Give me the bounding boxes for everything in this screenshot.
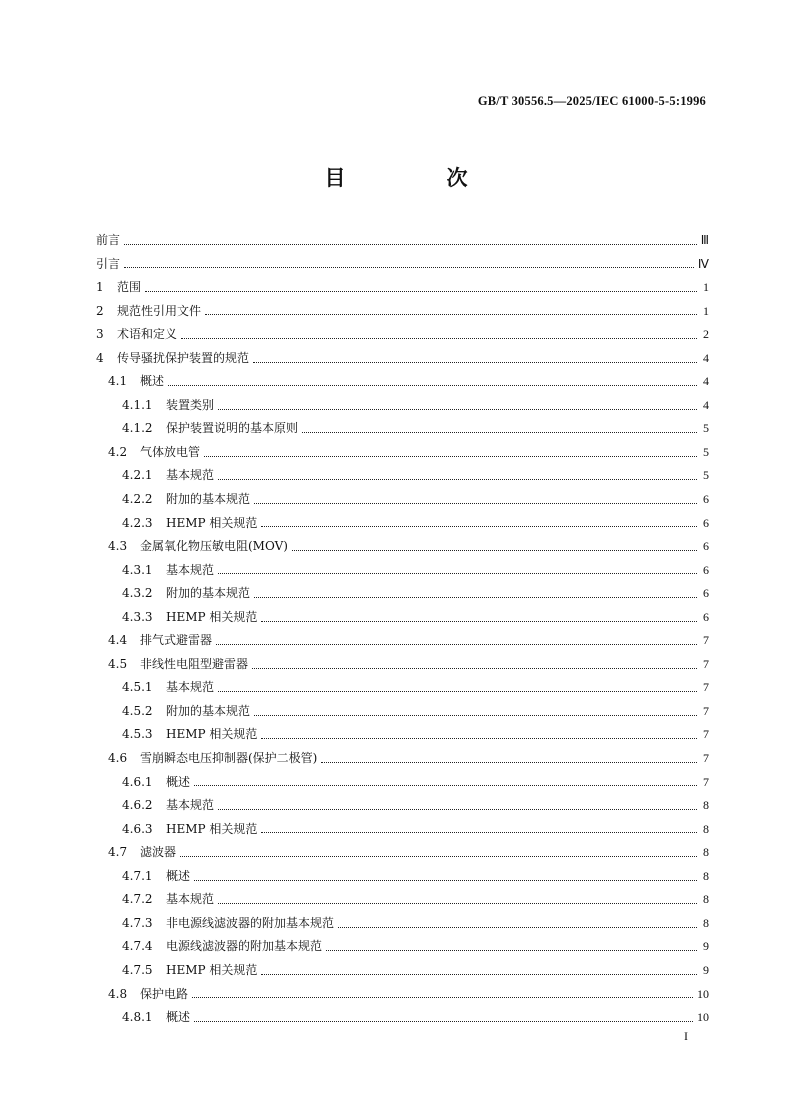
toc-entry-label: 基本规范 [166, 892, 215, 907]
toc-entry-page: 5 [703, 421, 709, 436]
dot-leader [218, 690, 697, 692]
toc-entry[interactable] [96, 676, 709, 700]
toc-entry-label: 规范性引用文件 [117, 303, 202, 318]
toc-entry-label: 保护电路 [140, 986, 189, 1001]
toc-entry-number: 4.4 [108, 633, 128, 648]
toc-entry-number: 4.1.2 [122, 421, 153, 436]
toc-entry[interactable] [96, 582, 709, 606]
toc-entry-number: 4.5 [108, 656, 128, 671]
toc-entry[interactable] [96, 653, 709, 677]
toc-entry-page: 7 [703, 751, 709, 766]
dot-leader [321, 761, 697, 763]
toc-entry-page: 7 [703, 774, 709, 789]
toc-entry-label: 滤波器 [140, 845, 177, 860]
standard-code-header: GB/T 30556.5—2025/IEC 61000-5-5:1996 [477, 94, 706, 108]
toc-entry[interactable] [96, 700, 709, 724]
dot-leader [261, 973, 697, 975]
toc-entry-label: 概述 [140, 374, 165, 389]
toc-entry-number: 4.2.2 [122, 492, 153, 507]
dot-leader [194, 879, 697, 881]
toc-entry[interactable] [96, 464, 709, 488]
toc-entry-label: HEMP 相关规范 [166, 727, 258, 742]
toc-entry-page: 5 [703, 468, 709, 483]
dot-leader [326, 949, 697, 951]
toc-entry-page: 4 [703, 350, 709, 365]
dot-leader [204, 455, 697, 457]
toc-entry-page: Ⅳ [697, 256, 709, 271]
toc-entry-page: 9 [703, 962, 709, 977]
toc-entry[interactable] [96, 559, 709, 583]
toc-entry-page: 5 [703, 444, 709, 459]
toc-entry-number: 4.2.3 [122, 515, 153, 530]
toc-entry-number: 4.1.1 [122, 397, 153, 412]
toc-entry-number: 4.6.2 [122, 798, 153, 813]
toc-entry-page: 7 [703, 633, 709, 648]
toc-entry[interactable] [96, 629, 709, 653]
toc-entry-label: 排气式避雷器 [140, 633, 213, 648]
dot-leader [205, 313, 697, 315]
toc-entry-page: 8 [703, 798, 709, 813]
toc-entry-label: 电源线滤波器的附加基本规范 [166, 939, 323, 954]
toc-entry-label: 装置类别 [166, 397, 215, 412]
toc-entry-number: 4.7.1 [122, 868, 153, 883]
table-of-contents [96, 229, 709, 1030]
toc-entry-page: 8 [703, 845, 709, 860]
toc-entry-label: HEMP 相关规范 [166, 515, 258, 530]
toc-entry-page: 10 [697, 1010, 709, 1025]
toc-entry[interactable] [96, 865, 709, 889]
toc-entry[interactable] [96, 370, 709, 394]
dot-leader [192, 996, 693, 998]
dot-leader [261, 737, 697, 739]
toc-entry-label: HEMP 相关规范 [166, 821, 258, 836]
toc-entry[interactable] [96, 300, 709, 324]
toc-entry-page: 6 [703, 539, 709, 554]
dot-leader [124, 266, 694, 268]
toc-entry-number: 4.3.3 [122, 609, 153, 624]
toc-entry-number: 4.6.3 [122, 821, 153, 836]
toc-entry-label: 范围 [117, 280, 142, 295]
dot-leader [181, 337, 697, 339]
dot-leader [194, 784, 697, 786]
toc-entry-label: 非电源线滤波器的附加基本规范 [166, 915, 335, 930]
toc-entry[interactable] [96, 347, 709, 371]
dot-leader [216, 643, 697, 645]
toc-entry[interactable] [96, 488, 709, 512]
toc-entry-page: 2 [703, 327, 709, 342]
toc-entry-label: 概述 [166, 774, 191, 789]
toc-entry-number: 4 [96, 350, 104, 365]
toc-entry[interactable] [96, 253, 709, 277]
toc-entry[interactable] [96, 229, 709, 253]
toc-entry[interactable] [96, 983, 709, 1007]
toc-entry-page: 6 [703, 586, 709, 601]
dot-leader [261, 831, 697, 833]
dot-leader [254, 714, 697, 716]
toc-entry-label: 雪崩瞬态电压抑制器(保护二极管) [140, 751, 318, 766]
toc-entry[interactable] [96, 959, 709, 983]
toc-entry-label: 基本规范 [166, 468, 215, 483]
toc-entry-number: 3 [96, 327, 104, 342]
toc-entry[interactable] [96, 794, 709, 818]
dot-leader [218, 408, 697, 410]
dot-leader [253, 361, 697, 363]
dot-leader [145, 290, 697, 292]
toc-entry-page: 7 [703, 703, 709, 718]
toc-entry-label: 金属氧化物压敏电阻(MOV) [140, 539, 288, 554]
toc-entry-label: 基本规范 [166, 798, 215, 813]
toc-entry-number: 4.2.1 [122, 468, 153, 483]
toc-entry[interactable] [96, 723, 709, 747]
toc-entry[interactable] [96, 417, 709, 441]
dot-leader [254, 502, 697, 504]
dot-leader [124, 243, 697, 245]
toc-entry[interactable] [96, 771, 709, 795]
toc-entry-number: 2 [96, 303, 104, 318]
toc-entry-page: 7 [703, 656, 709, 671]
toc-entry-number: 4.1 [108, 374, 128, 389]
toc-entry-label: 基本规范 [166, 562, 215, 577]
toc-entry-number: 1 [96, 280, 104, 295]
toc-entry-page: 7 [703, 680, 709, 695]
toc-entry-label: 前言 [96, 233, 121, 247]
toc-entry-label: 附加的基本规范 [166, 586, 251, 601]
dot-leader [218, 808, 697, 810]
dot-leader [338, 926, 697, 928]
toc-entry-number: 4.3.1 [122, 562, 153, 577]
dot-leader [218, 902, 697, 904]
toc-entry[interactable] [96, 512, 709, 536]
toc-entry-page: 6 [703, 492, 709, 507]
toc-entry-label: 术语和定义 [117, 327, 178, 342]
toc-entry-page: 1 [703, 303, 709, 318]
toc-entry-page: 8 [703, 821, 709, 836]
toc-entry-page: 7 [703, 727, 709, 742]
toc-entry[interactable] [96, 841, 709, 865]
toc-entry[interactable] [96, 276, 709, 300]
toc-entry-label: HEMP 相关规范 [166, 962, 258, 977]
toc-entry-number: 4.8 [108, 986, 128, 1001]
toc-entry-label: 附加的基本规范 [166, 492, 251, 507]
toc-entry-number: 4.7.3 [122, 915, 153, 930]
page-title: 目 次 [324, 166, 508, 190]
toc-entry[interactable] [96, 441, 709, 465]
dot-leader [194, 1020, 693, 1022]
toc-entry-page: 8 [703, 915, 709, 930]
toc-entry[interactable] [96, 394, 709, 418]
toc-entry-number: 4.7.4 [122, 939, 153, 954]
toc-entry[interactable] [96, 747, 709, 771]
dot-leader [261, 525, 697, 527]
footer-page-number: I [684, 1029, 688, 1043]
dot-leader [292, 549, 697, 551]
dot-leader [218, 572, 697, 574]
toc-entry-page: 8 [703, 868, 709, 883]
toc-entry[interactable] [96, 535, 709, 559]
toc-entry-page: 9 [703, 939, 709, 954]
toc-entry-number: 4.6 [108, 751, 128, 766]
toc-entry-label: HEMP 相关规范 [166, 609, 258, 624]
dot-leader [302, 431, 697, 433]
toc-entry-number: 4.8.1 [122, 1010, 153, 1025]
dot-leader [180, 855, 697, 857]
dot-leader [218, 478, 697, 480]
toc-entry-page: 1 [703, 280, 709, 295]
toc-entry-page: Ⅲ [700, 233, 709, 247]
toc-entry-number: 4.3 [108, 539, 128, 554]
dot-leader [261, 620, 697, 622]
toc-entry-number: 4.7.5 [122, 962, 153, 977]
toc-entry[interactable] [96, 323, 709, 347]
toc-entry-page: 8 [703, 892, 709, 907]
toc-entry[interactable] [96, 888, 709, 912]
toc-entry-number: 4.5.1 [122, 680, 153, 695]
toc-entry-number: 4.7.2 [122, 892, 153, 907]
toc-entry-number: 4.6.1 [122, 774, 153, 789]
toc-entry-number: 4.3.2 [122, 586, 153, 601]
toc-entry-label: 概述 [166, 868, 191, 883]
dot-leader [252, 667, 697, 669]
toc-entry[interactable] [96, 1006, 709, 1030]
toc-entry-label: 引言 [96, 256, 121, 271]
toc-entry-label: 保护装置说明的基本原则 [166, 421, 299, 436]
toc-entry[interactable] [96, 912, 709, 936]
toc-entry[interactable] [96, 818, 709, 842]
toc-entry-number: 4.2 [108, 444, 128, 459]
toc-entry-number: 4.7 [108, 845, 128, 860]
dot-leader [254, 596, 697, 598]
toc-entry-label: 非线性电阻型避雷器 [140, 656, 249, 671]
toc-entry-label: 概述 [166, 1010, 191, 1025]
toc-entry-page: 4 [703, 397, 709, 412]
toc-entry-page: 6 [703, 562, 709, 577]
toc-entry-number: 4.5.2 [122, 703, 153, 718]
toc-entry-page: 6 [703, 515, 709, 530]
toc-entry-number: 4.5.3 [122, 727, 153, 742]
toc-entry-label: 附加的基本规范 [166, 703, 251, 718]
toc-entry-page: 10 [697, 986, 709, 1001]
toc-entry-label: 基本规范 [166, 680, 215, 695]
toc-entry-page: 4 [703, 374, 709, 389]
toc-entry[interactable] [96, 935, 709, 959]
toc-entry-label: 传导骚扰保护装置的规范 [117, 350, 250, 365]
toc-entry-page: 6 [703, 609, 709, 624]
dot-leader [168, 384, 697, 386]
toc-entry-label: 气体放电管 [140, 444, 201, 459]
toc-entry[interactable] [96, 606, 709, 630]
